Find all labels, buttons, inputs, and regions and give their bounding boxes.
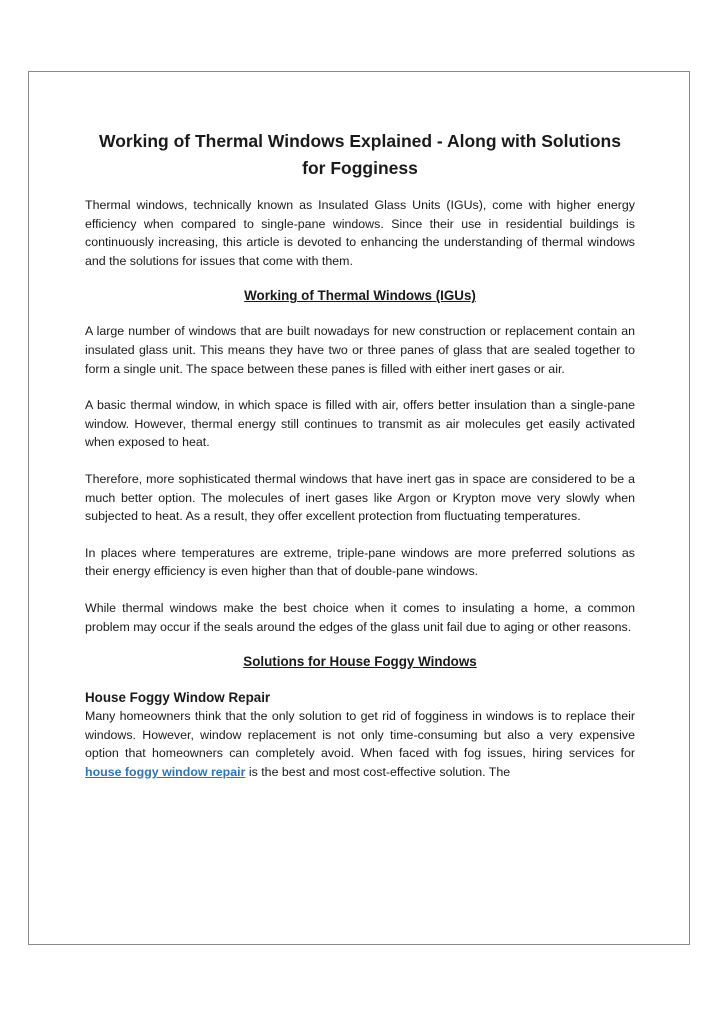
- paragraph: A large number of windows that are built nowadays for new construction or replacement contain an insulated glass unit. This means they have two or three panes of glass that are sealed together to form a single unit. The space between these panes is filled with either inert gases or air.: [85, 324, 635, 376]
- section-heading-solutions: Solutions for House Foggy Windows: [243, 654, 477, 670]
- house-foggy-window-repair-link[interactable]: house foggy window repair: [85, 764, 246, 779]
- paragraph: While thermal windows make the best choice when it comes to insulating a home, a common problem may occur if the seals around the edges of the glass unit fail due to aging or other reasons.: [85, 600, 635, 634]
- paragraph: A basic thermal window, in which space is filled with air, offers better insulation than a single-pane window. However, thermal energy still continues to transmit as air molecules get easily activated when exposed to heat.: [85, 398, 635, 450]
- subheading-repair: House Foggy Window Repair: [85, 690, 271, 706]
- document-page: [28, 71, 690, 945]
- intro-paragraph: Thermal windows, technically known as Insulated Glass Units (IGUs), come with higher energy efficiency when compared to single-pane windows. Since their use in residential buildings is continuously increasing, this article is devoted to enhancing the understanding of thermal windows and the solutions for issues that come with them.: [85, 198, 635, 268]
- document-title: Working of Thermal Windows Explained - Along with Solutions for Fogginess: [99, 131, 621, 178]
- repair-paragraph: [85, 707, 635, 781]
- repair-text-after-link: is the best and most cost-effective solution. The: [245, 764, 511, 779]
- section-heading-working: Working of Thermal Windows (IGUs): [244, 288, 476, 304]
- paragraph: Therefore, more sophisticated thermal windows that have inert gas in space are considered to be a much better option. The molecules of inert gases like Argon or Krypton move very slowly when subjected to heat. As a result, they offer excellent protection from fluctuating temperatures.: [85, 471, 635, 524]
- repair-text-before-link: Many homeowners think that the only solution to get rid of fogginess in windows is to replace their windows. However, window replacement is not only time-consuming but also a very expensive option that homeowners can completely avoid. When faced with fog issues, hiring services for: [85, 709, 635, 761]
- paragraph: In places where temperatures are extreme, triple-pane windows are more preferred solutions as their energy efficiency is even higher than that of double-pane windows.: [85, 545, 635, 579]
- document-content: [85, 128, 635, 781]
